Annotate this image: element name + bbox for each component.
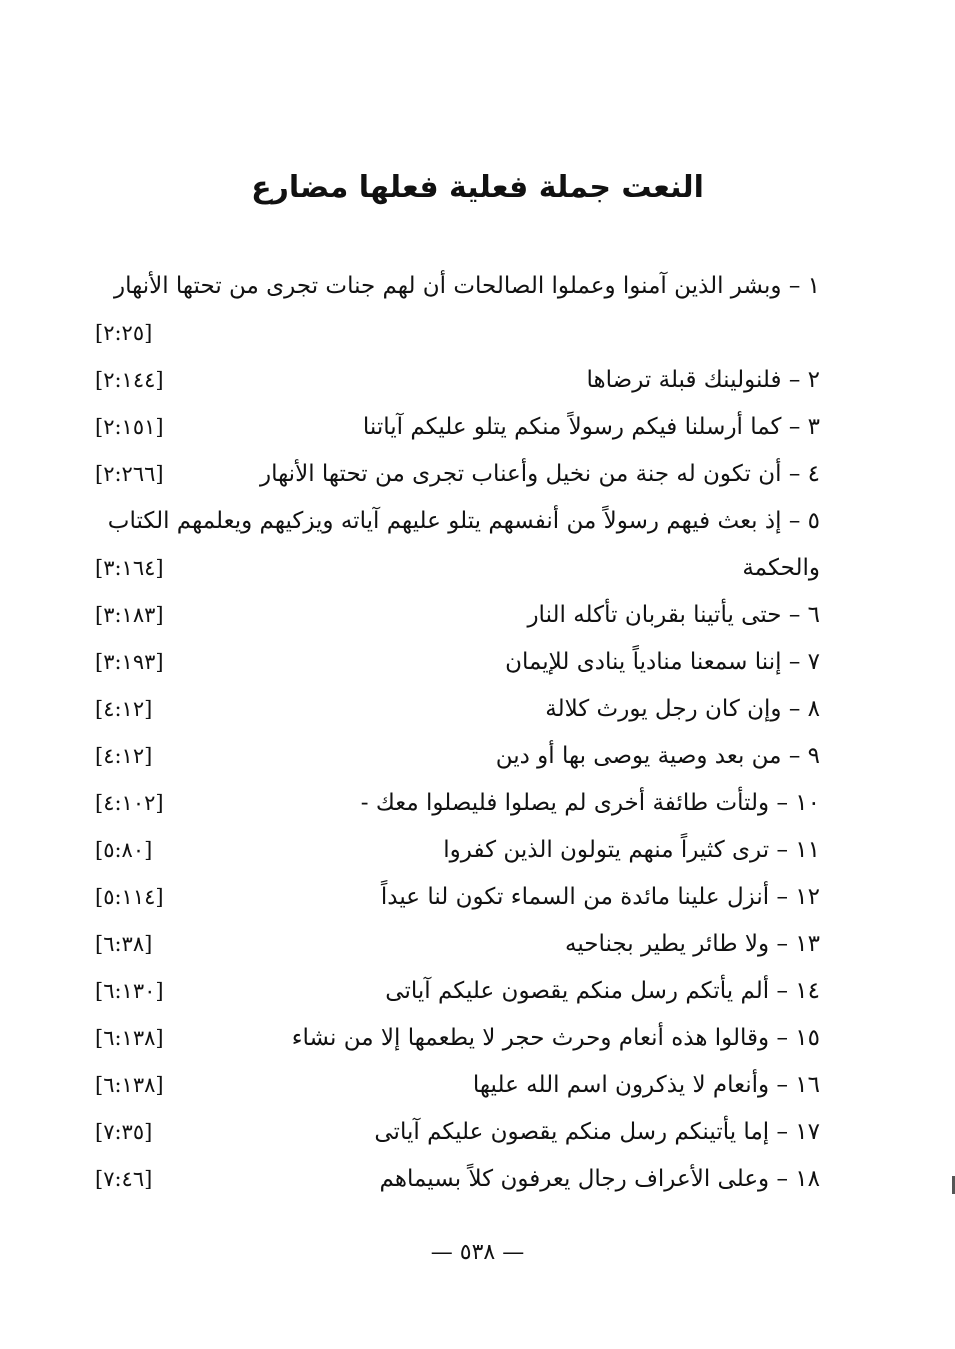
verse-reference: [٣:١٦٤] xyxy=(95,555,164,580)
entry-number: ٧ – xyxy=(788,648,820,675)
entry-text xyxy=(381,884,820,910)
list-item xyxy=(95,1108,820,1155)
page-title: النعت جملة فعلية فعلها مضارع xyxy=(251,170,704,205)
entry-line xyxy=(95,1155,820,1202)
list-item xyxy=(95,1155,820,1202)
list-item xyxy=(95,591,820,638)
entry-text xyxy=(380,1166,820,1192)
entry-verse: حتى يأتينا بقربان تأكله النار xyxy=(527,601,782,628)
entry-verse: وبشر الذين آمنوا وعملوا الصالحات أن لهم جنات تجرى من تحتها الأنهار xyxy=(113,272,782,299)
entry-number: ١٧ – xyxy=(776,1118,820,1145)
entry-line xyxy=(95,685,820,732)
list-item xyxy=(95,638,820,685)
entry-number: ١٥ – xyxy=(776,1024,820,1051)
list-item xyxy=(95,262,820,356)
list-item xyxy=(95,779,820,826)
page-number: — ٥٣٨ — xyxy=(430,1240,525,1265)
list-item xyxy=(95,873,820,920)
entry-number: ٩ – xyxy=(788,742,820,769)
entry-line xyxy=(95,403,820,450)
list-item xyxy=(95,450,820,497)
entry-verse: أنزل علينا مائدة من السماء تكون لنا عيداً xyxy=(380,883,770,910)
entry-text xyxy=(385,978,820,1004)
entry-verse: ألم يأتكم رسل منكم يقصون عليكم آياتى xyxy=(385,977,770,1004)
entry-verse: أن تكون له جنة من نخيل وأعناب تجرى من تحتها الأنهار xyxy=(259,460,782,487)
list-item xyxy=(95,1061,820,1108)
entry-verse: وعلى الأعراف رجال يعرفون كلاً بسيماهم xyxy=(379,1165,770,1192)
list-item xyxy=(95,497,820,591)
entry-number: ١٠ – xyxy=(776,789,820,816)
entry-number: ١١ – xyxy=(776,836,820,863)
entry-number: ٨ – xyxy=(788,695,820,722)
entry-text xyxy=(361,790,820,816)
entry-line xyxy=(95,826,820,873)
entry-line xyxy=(95,779,820,826)
entry-line xyxy=(95,450,820,497)
list-item xyxy=(95,403,820,450)
verse-reference: [٥:١١٤] xyxy=(95,884,164,909)
entry-verse: ولا طائر يطير بجناحيه xyxy=(565,930,770,957)
entry-line xyxy=(95,591,820,638)
entry-line xyxy=(95,356,820,403)
entry-verse: وأنعام لا يذكرون اسم الله عليها xyxy=(472,1071,770,1098)
verse-reference: [٣:١٨٣] xyxy=(95,602,164,627)
entry-text xyxy=(742,555,820,581)
list-item xyxy=(95,920,820,967)
entry-number: ٣ – xyxy=(788,413,820,440)
entry-line xyxy=(95,732,820,779)
verse-reference: [٤:١٢] xyxy=(95,696,153,721)
entry-verse: والحكمة xyxy=(742,554,820,581)
entry-number: ١ – xyxy=(788,272,820,299)
verse-reference: [٥:٨٠] xyxy=(95,837,153,862)
entry-text xyxy=(260,461,820,487)
list-item xyxy=(95,967,820,1014)
entry-verse: إذ بعث فيهم رسولاً من أنفسهم يتلو عليهم آياته ويزكيهم ويعلمهم الكتاب xyxy=(107,507,782,534)
verse-reference: [٢:٢٦٦] xyxy=(95,461,164,486)
entry-text xyxy=(443,837,820,863)
entry-number: ٦ – xyxy=(788,601,820,628)
verse-reference: [٦:٣٨] xyxy=(95,931,153,956)
entry-text xyxy=(473,1072,820,1098)
list-item xyxy=(95,1014,820,1061)
verse-reference: [٤:١٠٢] xyxy=(95,790,164,815)
entry-verse: إما يأتينكم رسل منكم يقصون عليكم آياتى xyxy=(374,1118,770,1145)
entry-text xyxy=(363,414,820,440)
list-item xyxy=(95,732,820,779)
entry-verse: كما أرسلنا فيكم رسولاً منكم يتلو عليكم آياتنا xyxy=(362,413,782,440)
verse-reference: [٤:١٢] xyxy=(95,743,153,768)
entry-number: ١٦ – xyxy=(776,1071,820,1098)
entry-number: ١٢ – xyxy=(776,883,820,910)
entry-text xyxy=(108,508,820,534)
entry-verse: إننا سمعنا منادياً ينادى للإيمان xyxy=(505,648,782,675)
verse-reference: [٢:٢٥] xyxy=(95,320,153,345)
entry-line xyxy=(95,920,820,967)
reference-line xyxy=(95,309,820,356)
entry-text xyxy=(505,649,820,675)
entries-list xyxy=(95,262,820,1202)
entry-number: ١٣ – xyxy=(776,930,820,957)
entry-line xyxy=(95,497,820,544)
entry-text xyxy=(527,602,820,628)
entry-verse: ترى كثيراً منهم يتولون الذين كفروا xyxy=(443,836,770,863)
verse-reference: [٦:١٣٨] xyxy=(95,1072,164,1097)
entry-line xyxy=(95,1014,820,1061)
entry-number: ١٤ – xyxy=(776,977,820,1004)
verse-reference: [٣:١٩٣] xyxy=(95,649,164,674)
entry-number: ١٨ – xyxy=(776,1165,820,1192)
verse-reference: [٢:١٤٤] xyxy=(95,367,164,392)
entry-line xyxy=(95,638,820,685)
entry-line xyxy=(95,544,820,591)
entry-line xyxy=(95,873,820,920)
verse-reference: [٧:٤٦] xyxy=(95,1166,153,1191)
entry-text xyxy=(114,273,820,299)
verse-reference: [٦:١٣٠] xyxy=(95,978,164,1003)
entry-text xyxy=(587,367,820,393)
verse-reference: [٢:١٥١] xyxy=(95,414,164,439)
entry-text xyxy=(545,696,820,722)
verse-reference: [٧:٣٥] xyxy=(95,1119,153,1144)
entry-verse: فلنولينك قبلة ترضاها xyxy=(586,366,782,393)
entry-verse: وإن كان رجل يورث كلالة xyxy=(545,695,782,722)
entry-line xyxy=(95,967,820,1014)
list-item xyxy=(95,826,820,873)
entry-verse: من بعد وصية يوصى بها أو دين xyxy=(495,742,782,769)
entry-text xyxy=(496,743,820,769)
entry-line xyxy=(95,262,820,309)
entry-number: ٤ – xyxy=(788,460,820,487)
list-item xyxy=(95,685,820,732)
entry-number: ٥ – xyxy=(788,507,820,534)
verse-reference: [٦:١٣٨] xyxy=(95,1025,164,1050)
list-item xyxy=(95,356,820,403)
entry-text xyxy=(565,931,820,957)
entry-line xyxy=(95,1108,820,1155)
entry-text xyxy=(374,1119,820,1145)
entry-line xyxy=(95,1061,820,1108)
entry-verse: وقالوا هذه أنعام وحرث حجر لا يطعمها إلا من نشاء xyxy=(291,1024,770,1051)
entry-text xyxy=(292,1025,820,1051)
entry-number: ٢ – xyxy=(788,366,820,393)
entry-verse: ولتأت طائفة أخرى لم يصلوا فليصلوا معك - xyxy=(360,789,770,816)
